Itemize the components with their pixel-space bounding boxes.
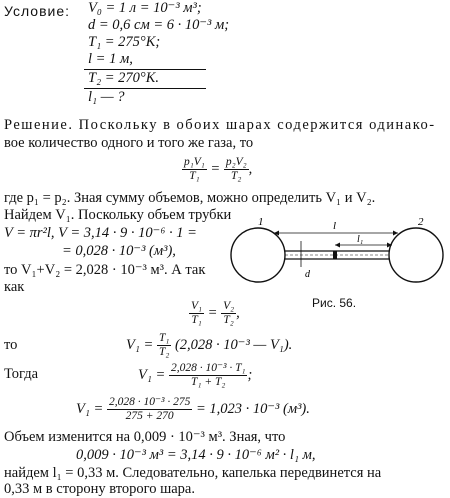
solution-line-6: = 0,028 · 10⁻³ (м³), — [62, 243, 176, 259]
fraction-v2-t2: $\frac{\text{V₂}}{\text{T₂}}$ — [223, 300, 235, 326]
fraction-t1-t2: $\frac{\text{T₁}}{\text{T₂}}$ — [158, 332, 170, 358]
word-to: то — [4, 337, 18, 353]
solution-line-1: Решение. Поскольку в обоих шарах содержится одинако- — [4, 117, 436, 133]
fraction-v1-t1: $\frac{\text{V₁}}{\text{T₁}}$ — [191, 300, 203, 326]
solution-line-2: вое количество одного и того же газа, то — [4, 135, 254, 151]
equation-v1-numeric: V₁ = $\frac{\text{2,028 · 10⁻³ · 275}}{275 + 270}$ = 1,023 · 10⁻³ (м³). — [76, 396, 310, 422]
unknown-l1: l₁ — ? — [88, 89, 125, 105]
equation-v1-expression: V₁ = $\frac{\text{T₁}}{\text{T₂}}$ (2,028 · 10⁻³ — V₁). — [126, 332, 293, 358]
given-v0: V₀ = 1 л = 10⁻³ м³; — [88, 0, 202, 16]
equation-gas-law: $\frac{\text{p₁V₁}}{\text{T₁}}$ = $\frac{\text{p₂V₂}}{\text{T₂}}$ , — [184, 156, 253, 182]
solution-line-12: 0,33 м в сторону второго шара. — [4, 481, 195, 497]
label-bulb-2: 2 — [418, 216, 424, 228]
bulb-1-circle — [231, 228, 285, 282]
label-length-l: l — [333, 220, 337, 232]
given-d: d = 0,6 см = 6 · 10⁻³ м; — [88, 17, 230, 33]
label-length-l1: l₁ — [357, 234, 364, 245]
solution-line-11: найдем l₁ = 0,33 м. Следовательно, капелька передвинется на — [4, 465, 382, 481]
bulb-2-circle — [389, 228, 443, 282]
given-t2: T₂ = 270°K. — [88, 70, 159, 86]
solution-line-4: Найдем V₁. Поскольку объем трубки — [4, 207, 232, 223]
solution-line-9: Объем изменится на 0,009 · 10⁻³ м³. Зная, что — [4, 429, 286, 445]
solution-line-10: 0,009 · 10⁻³ м³ = 3,14 · 9 · 10⁻⁶ м² · l₁ м, — [76, 447, 316, 463]
equation-v1-formula: V₁ = $\frac{\text{2,028 · 10⁻³ · T₁}}{\text{T₁ + T₂}}$ ; — [138, 362, 253, 388]
solution-line-3: где p₁ = p₂. Зная сумму объемов, можно определить V₁ и V₂. — [4, 190, 376, 206]
given-t1: T₁ = 275°K; — [88, 34, 161, 50]
fraction-v1-numeric: $\frac{\text{2,028 · 10⁻³ · 275}}{275 + 270}$ — [108, 396, 191, 422]
equation-volume-ratio: $\frac{\text{V₁}}{\text{T₁}}$ = $\frac{\text{V₂}}{\text{T₂}}$ , — [191, 300, 240, 326]
label-bulb-1: 1 — [258, 216, 264, 228]
solution-line-7: то V₁+V₂ = 2,028 · 10⁻³ м³. А так — [4, 262, 206, 278]
condition-label: Условие: — [4, 3, 71, 19]
given-l: l = 1 м, — [88, 51, 133, 67]
figure-56-diagram — [226, 215, 448, 295]
fraction-v1-formula: $\frac{\text{2,028 · 10⁻³ · T₁}}{\text{T₁ + T₂}}$ — [170, 362, 246, 388]
droplet — [333, 251, 337, 259]
figure-caption: Рис. 56. — [312, 296, 357, 310]
label-diameter-d: d — [305, 269, 310, 280]
fraction-p1v1-t1: $\frac{\text{p₁V₁}}{\text{T₁}}$ — [184, 156, 205, 182]
word-then: Тогда — [4, 366, 39, 382]
solution-line-8: как — [4, 279, 25, 295]
fraction-p2v2-t2: $\frac{\text{p₂V₂}}{\text{T₂}}$ — [225, 156, 247, 182]
solution-line-5: V = πr²l, V = 3,14 · 9 · 10⁻⁶ · 1 = — [4, 225, 197, 241]
